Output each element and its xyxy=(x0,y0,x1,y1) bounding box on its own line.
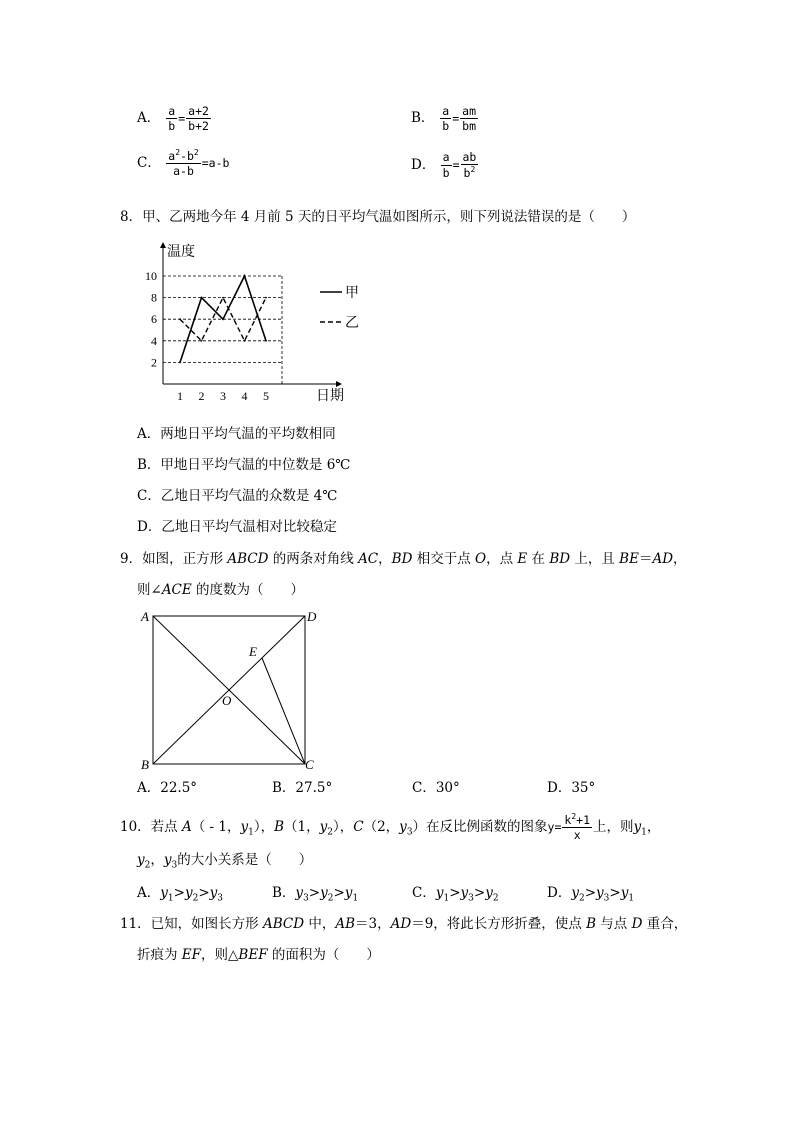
numerator: a xyxy=(442,150,450,165)
option-label: C． xyxy=(137,154,161,171)
x-tick-label: 5 xyxy=(263,389,269,403)
text: 中， xyxy=(304,916,336,932)
q9-option-c: C．30° xyxy=(412,780,460,796)
numerator: a+2 xyxy=(188,104,209,118)
numerator xyxy=(562,812,592,828)
var: ABCD xyxy=(262,916,305,932)
var: y xyxy=(399,819,407,835)
var: D xyxy=(631,916,643,932)
subscript: 2 xyxy=(327,893,334,904)
option-label: D． xyxy=(411,156,436,173)
q7-option-b xyxy=(411,104,479,134)
subscript: 1 xyxy=(641,827,647,838)
q8-option-a: A．两地日平均气温的平均数相同 xyxy=(137,426,336,442)
equals-sign: = xyxy=(452,157,460,172)
exponent: 2 xyxy=(193,148,199,157)
subscript: 1 xyxy=(167,893,174,904)
text: 重合， xyxy=(642,916,688,932)
text: 上，且 xyxy=(570,551,620,567)
var: y xyxy=(344,885,353,901)
text: 在 xyxy=(527,551,550,567)
subscript: 2 xyxy=(192,893,199,904)
var: y xyxy=(319,819,328,835)
var: BE xyxy=(619,551,639,567)
var: y xyxy=(160,885,168,901)
var: y xyxy=(295,885,304,901)
subscript: 3 xyxy=(171,860,178,871)
q10-option-a xyxy=(137,883,223,909)
exponent: 2 xyxy=(571,812,577,822)
segment-ce xyxy=(262,658,305,764)
x-tick-label: 3 xyxy=(220,389,226,403)
point-b-label: B xyxy=(141,757,149,772)
q8-option-d: D．乙地日平均气温相对比较稳定 xyxy=(137,519,337,535)
var: y xyxy=(163,852,172,868)
q7-option-d xyxy=(411,150,479,181)
q8-stem: 8．甲、乙两地今年 4 月前 5 天的日平均气温如图所示，则下列说法错误的是（ ） xyxy=(120,209,636,225)
q9-option-b: B．27.5° xyxy=(272,780,333,796)
x-axis-arrow xyxy=(336,381,342,387)
point-e-label: E xyxy=(249,644,257,659)
q11-stem-line2 xyxy=(137,945,380,965)
denominator: b xyxy=(168,119,176,134)
term: k xyxy=(564,813,572,828)
var: y xyxy=(320,885,328,901)
var: BD xyxy=(549,551,571,567)
square-diagram xyxy=(138,606,324,774)
data-point-乙 xyxy=(201,340,203,342)
y-axis-label: 温度 xyxy=(167,245,195,260)
text: ， xyxy=(150,852,164,868)
exponent: 2 xyxy=(175,148,181,157)
subscript: 2 xyxy=(144,860,151,871)
text: ）， xyxy=(332,819,354,835)
x-tick-label: 1 xyxy=(177,389,183,403)
term: b xyxy=(463,166,471,181)
data-point-乙 xyxy=(222,297,224,299)
var: ABCD xyxy=(227,551,269,567)
var: BD xyxy=(391,551,413,567)
var: y xyxy=(571,885,579,901)
text: 10．若点 xyxy=(120,819,182,835)
q10-option-d xyxy=(547,883,634,909)
gt: > xyxy=(308,885,321,901)
text: ）在反比例函数的图象 xyxy=(412,819,548,835)
var: E xyxy=(517,551,528,567)
fraction xyxy=(166,148,200,179)
q9-option-a: A．22.5° xyxy=(137,780,198,796)
text: 与点 xyxy=(596,916,632,932)
term: a xyxy=(168,148,176,163)
text: ）， xyxy=(253,819,275,835)
fraction xyxy=(166,104,177,134)
text: 折痕为 xyxy=(137,947,182,963)
gt: > xyxy=(609,885,621,901)
var: y xyxy=(435,885,444,901)
fraction xyxy=(441,150,452,180)
text: 的大小关系是（ ） xyxy=(177,852,313,868)
gt: > xyxy=(473,885,486,901)
y-tick-label: 4 xyxy=(151,333,157,348)
text: 的两条对角线 xyxy=(268,551,359,567)
text: ＝3， xyxy=(355,916,391,932)
text: 9．如图，正方形 xyxy=(120,551,228,567)
numerator: a xyxy=(168,104,176,118)
option-label: A． xyxy=(137,885,161,901)
data-point-甲 xyxy=(265,340,267,342)
temperature-line-chart xyxy=(140,238,380,406)
function-lhs: y= xyxy=(547,820,562,834)
subscript: 1 xyxy=(628,893,635,904)
var: O xyxy=(475,551,487,567)
point-c-label: C xyxy=(305,757,314,772)
q9-stem-line2 xyxy=(137,580,304,600)
subscript: 2 xyxy=(327,827,333,838)
var: BEF xyxy=(238,947,268,963)
legend-label-乙: 乙 xyxy=(345,316,359,331)
q7-option-c xyxy=(137,148,229,179)
text: （2， xyxy=(363,819,400,835)
var: A xyxy=(181,819,192,835)
text: ，点 xyxy=(486,551,518,567)
option-label: B． xyxy=(411,110,435,127)
text: 11．已知，如图长方形 xyxy=(120,916,263,932)
gt: > xyxy=(333,885,345,901)
y-tick-label: 8 xyxy=(151,290,157,305)
var: AC xyxy=(358,551,379,567)
y-axis-arrow xyxy=(160,242,166,248)
var: AD xyxy=(390,916,412,932)
q10-stem-line2 xyxy=(137,850,312,876)
subscript: 2 xyxy=(578,893,585,904)
q11-stem-line1 xyxy=(120,914,687,934)
text: ＝9，将此长方形折叠，使点 xyxy=(411,916,587,932)
x-axis-label: 日期 xyxy=(316,389,344,404)
q8-option-c: C．乙地日平均气温的众数是 4℃ xyxy=(137,488,338,504)
numerator: a xyxy=(442,104,450,118)
term: +1 xyxy=(576,813,591,828)
q9-stem-line1 xyxy=(120,549,687,569)
text: 则∠ xyxy=(137,582,162,598)
point-d-label: D xyxy=(307,609,317,624)
point-o-label: O xyxy=(222,693,232,708)
option-label: D． xyxy=(547,885,572,901)
denominator: a-b xyxy=(173,164,194,179)
y-tick-label: 2 xyxy=(151,355,157,370)
var: y xyxy=(596,885,604,901)
var: y xyxy=(184,885,193,901)
exponent: 2 xyxy=(470,165,476,175)
y-tick-label: 10 xyxy=(145,269,157,283)
numerator: am xyxy=(462,104,477,118)
denominator: b xyxy=(442,119,450,134)
var: y xyxy=(240,819,249,835)
option-label: A． xyxy=(137,110,161,127)
var: y xyxy=(209,885,218,901)
text: ， xyxy=(673,551,687,567)
subscript: 3 xyxy=(468,893,474,904)
var: y xyxy=(137,852,145,868)
subscript: 3 xyxy=(406,827,413,838)
data-point-甲 xyxy=(222,318,224,320)
fraction xyxy=(186,104,211,134)
text: ， xyxy=(646,819,661,835)
var: y xyxy=(620,885,629,901)
denominator xyxy=(462,165,478,180)
q10-option-b xyxy=(272,883,358,909)
var: AD xyxy=(652,551,674,567)
y-tick-label: 6 xyxy=(151,312,157,327)
term: -b xyxy=(180,148,194,163)
data-point-甲 xyxy=(201,297,203,299)
text: （1， xyxy=(284,819,320,835)
subscript: 3 xyxy=(217,893,223,904)
subscript: 3 xyxy=(603,893,610,904)
var: B xyxy=(586,916,597,932)
denominator: b xyxy=(442,165,450,180)
var: EF xyxy=(181,947,202,963)
option-label: C． xyxy=(412,885,436,901)
x-tick-label: 2 xyxy=(198,389,205,403)
text: 的度数为（ ） xyxy=(191,582,305,598)
subscript: 1 xyxy=(443,893,450,904)
fraction xyxy=(461,150,479,181)
var: y xyxy=(633,819,642,835)
numerator: ab xyxy=(462,150,477,164)
text: 上，则 xyxy=(593,819,634,835)
gt: > xyxy=(584,885,597,901)
var: y xyxy=(460,885,469,901)
denominator: x xyxy=(573,828,581,843)
subscript: 1 xyxy=(352,893,359,904)
gt: > xyxy=(173,885,185,901)
q8-option-b: B．甲地日平均气温的中位数是 6℃ xyxy=(137,457,351,473)
point-a-label: A xyxy=(141,609,149,624)
numerator xyxy=(166,148,200,164)
fraction xyxy=(460,104,478,134)
denominator: b+2 xyxy=(188,119,209,134)
subscript: 3 xyxy=(303,893,309,904)
text: ＝ xyxy=(638,551,653,567)
fraction xyxy=(440,104,451,134)
q9-option-d: D．35° xyxy=(547,780,596,796)
q7-option-a xyxy=(137,104,212,134)
var: B xyxy=(274,819,285,835)
function-fraction xyxy=(562,812,592,843)
text: 的面积为（ ） xyxy=(267,947,380,963)
gt: > xyxy=(449,885,461,901)
denominator: bm xyxy=(462,119,477,134)
legend-label-甲: 甲 xyxy=(345,286,359,301)
data-point-甲 xyxy=(244,275,246,277)
subscript: 2 xyxy=(492,893,499,904)
q10-stem-line1 xyxy=(120,810,660,850)
chart-layer xyxy=(145,242,359,404)
data-point-乙 xyxy=(179,318,181,320)
var: AB xyxy=(335,916,356,932)
text: ，则△ xyxy=(201,947,239,963)
text: ， xyxy=(378,551,392,567)
gt: > xyxy=(198,885,210,901)
text: 相交于点 xyxy=(412,551,475,567)
var: C xyxy=(353,819,364,835)
equals-sign: = xyxy=(178,111,186,126)
text: （ - 1， xyxy=(191,819,241,835)
data-point-乙 xyxy=(244,340,246,342)
subscript: 1 xyxy=(248,827,254,838)
equals-sign: = xyxy=(452,111,460,126)
option-label: B． xyxy=(272,885,296,901)
x-tick-label: 4 xyxy=(241,389,248,403)
var: y xyxy=(485,885,493,901)
data-point-甲 xyxy=(179,362,181,364)
var: ACE xyxy=(161,582,192,598)
q10-option-c xyxy=(412,883,499,909)
data-point-乙 xyxy=(265,297,267,299)
rhs-expression: =a-b xyxy=(201,155,230,170)
